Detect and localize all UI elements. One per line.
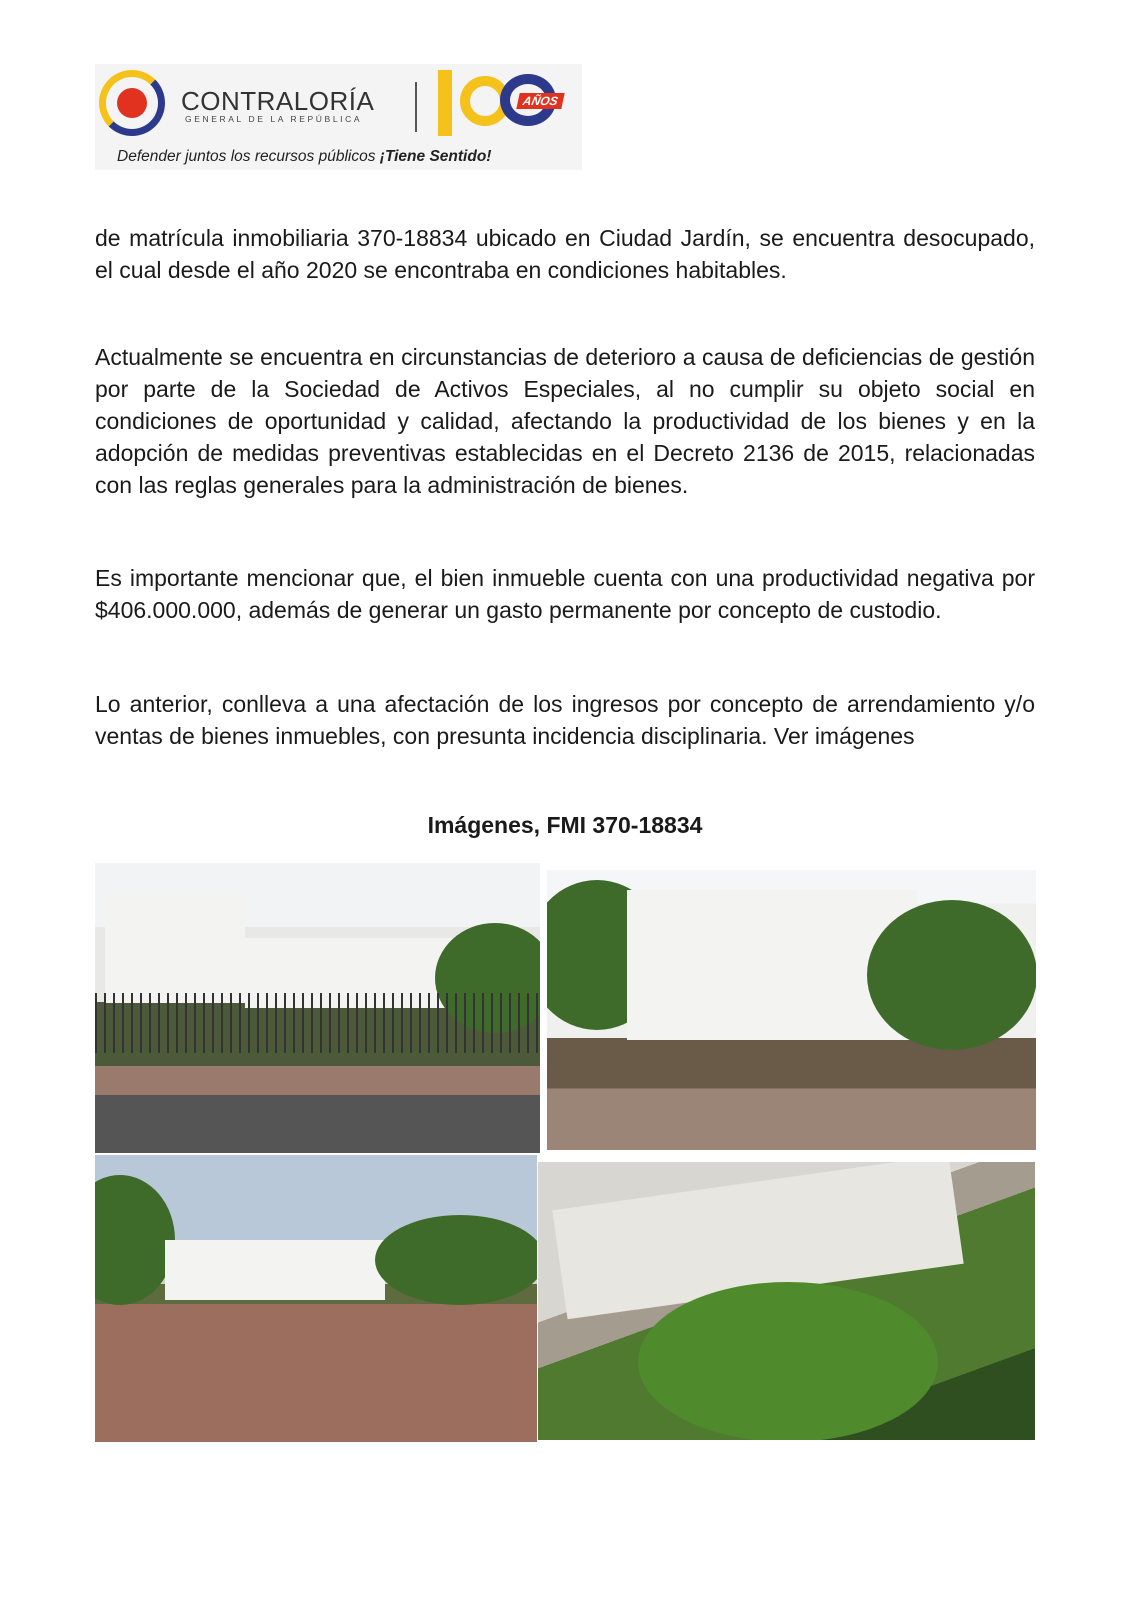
anniversary-label: AÑOS bbox=[516, 93, 564, 109]
paragraph-3: Es importante mencionar que, el bien inmueble cuenta con una productividad negativa por $406.000.000, además de generar un gasto permanente por concepto de custodio. bbox=[95, 565, 1035, 623]
property-photo-4 bbox=[538, 1162, 1035, 1440]
logo-divider bbox=[415, 82, 417, 132]
images-heading: Imágenes, FMI 370-18834 bbox=[427, 812, 703, 838]
logo-subtitle: GENERAL DE LA REPÚBLICA bbox=[185, 114, 363, 124]
slogan: Defender juntos los recursos públicos ¡Tiene Sentido! bbox=[117, 148, 492, 165]
property-photo-2 bbox=[547, 870, 1036, 1150]
paragraph-1: de matrícula inmobiliaria 370-18834 ubicado en Ciudad Jardín, se encuentra desocupado, el cual desde el año 2020 se encontraba en condiciones habitables. bbox=[95, 225, 1035, 283]
paragraph-4: Lo anterior, conlleva a una afectación de los ingresos por concepto de arrendamiento y/o ventas de bienes inmuebles, con presunta incidencia disciplinaria. Ver imágenes bbox=[95, 691, 1035, 749]
paragraph-2: Actualmente se encuentra en circunstancias de deterioro a causa de deficiencias de gestión por parte de la Sociedad de Activos Especiales, al no cumplir su objeto social en condiciones de oportunidad y calidad, afectando la productividad de los bienes y en la adopción de medidas preventivas establecidas en el Decreto 2136 de 2015, relacionadas con las reglas generales para la administración de bienes. bbox=[95, 344, 1035, 498]
seal-icon bbox=[99, 70, 165, 136]
property-photo-3 bbox=[95, 1155, 537, 1442]
contraloria-logo bbox=[95, 64, 582, 170]
logo-name: CONTRALORÍA bbox=[181, 86, 375, 116]
property-photo-1 bbox=[95, 863, 540, 1153]
100-years-logo bbox=[438, 68, 578, 138]
